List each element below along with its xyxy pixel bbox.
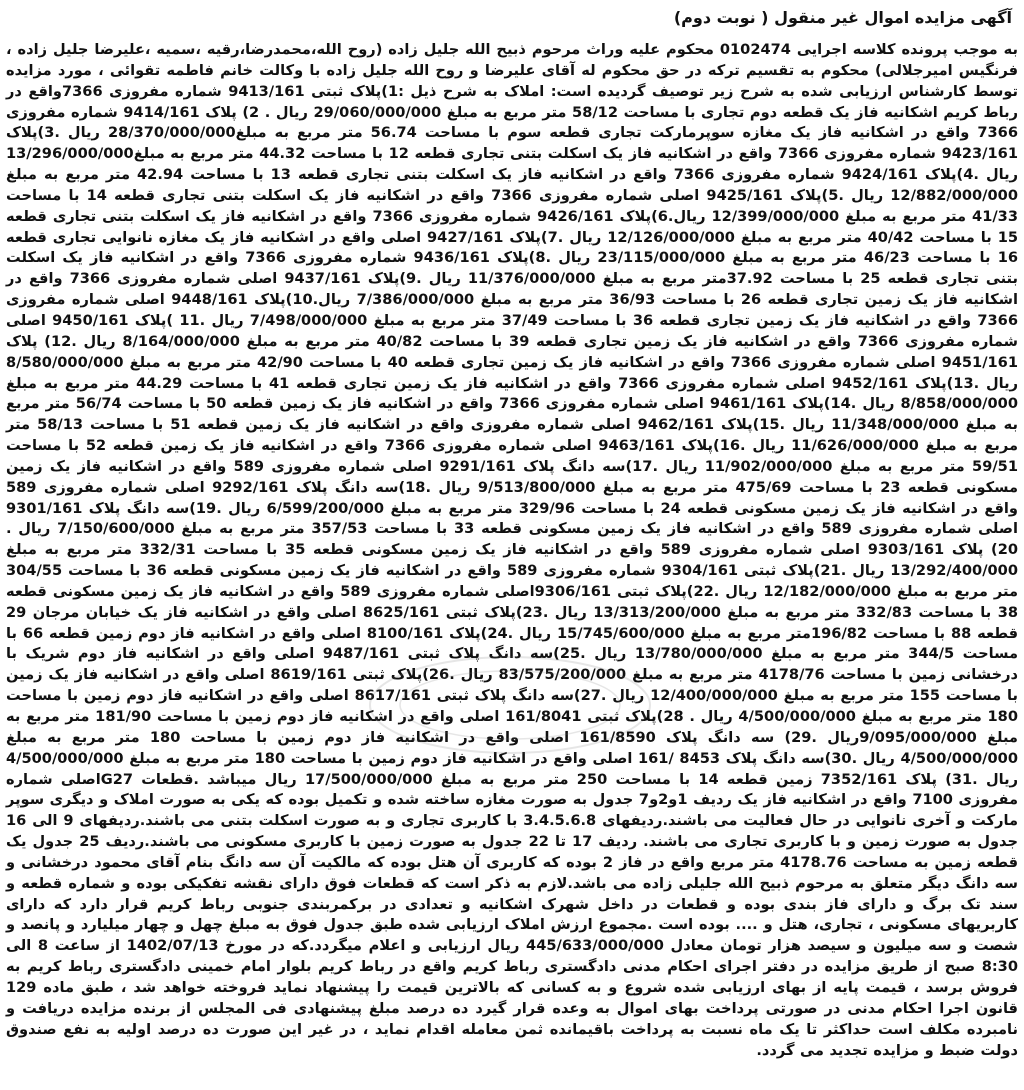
- notice-title: آگهی مزایده اموال غیر منقول ( نوبت دوم): [673, 8, 1012, 27]
- notice-body: به موجب پرونده کلاسه اجرایی 0102474 محکوم علیه وراث مرحوم ذبیح الله جلیل زاده (روح الله،محمدرضا،رقیه ،سمیه ،علیرضا جلیل زاده ، فرنگیس امیرجلالی) محکوم به تقسیم ترکه در حق محکوم له آقای علیرضا و روح الله جلیل زاده با وکالت خانم فاطمه تقوائی ، مورد مزایده توسط کارشناس ارزیابی شده به شرح زیر توصیف گردیده است: املاک به شرح ذیل :1)پلاک ثبتی 9413/161 شماره مفروزی 7366واقع در رباط کریم اشکانیه فاز یک قطعه دوم تجاری با مساحت 58/12 متر مربع به مبلغ 29/060/000/000 ریال . 2) پلاک 9414/161 شماره مفروزی 7366 واقع در اشکانیه فاز یک مغازه سوپرمارکت تجاری قطعه سوم با مساحت 56.74 متر مربع به مبلغ28/370/000/000 ریال .3)پلاک 9423/161 شماره مفروزی 7366 واقع در اشکانیه فاز یک اسکلت بتنی تجاری قطعه 12 با مساحت 44.32 متر مربع به مبلغ13/296/000/000 ریال .4)پلاک 9424/161 شماره مفروزی 7366 واقع در اشکانیه فاز یک اسکلت بتنی تجاری قطعه 13 با مساحت 42.94 متر مربع به مبلغ 12/882/000/000 ریال .5)پلاک 9425/161 اصلی شماره مفروزی 7366 واقع در اشکانیه فاز یک اسکلت بتنی تجاری قطعه 14 با مساحت 41/33 متر مربع به مبلغ 12/399/000/000 ریال.6)پلاک 9426/161 شماره مفروزی 7366 واقع در اشکانیه فاز یک اسکلت بتنی تجاری قطعه 15 با مساحت 40/42 متر مربع به مبلغ 12/126/000/000 ریال .7)پلاک 9427/161 اصلی واقع در اشکانیه فاز یک مغازه نانوایی تجاری قطعه 16 با مساحت 46/23 متر مربع به مبلغ 23/115/000/000 ریال .8)پلاک 9436/161 شماره مفروزی 7366 واقع در اشکانیه فاز یک اسکلت بتنی تجاری قطعه 25 با مساحت 37.92متر مربع به مبلغ 11/376/000/000 ریال .9)پلاک 9437/161 اصلی شماره مفروزی 7366 واقع در اشکانیه فاز یک زمین تجاری قطعه 26 با مساحت 36/93 متر مربع به مبلغ 7/386/000/000 ریال.10)پلاک 9448/161 اصلی شماره مفروزی 7366 واقع در اشکانیه فاز یک زمین تجاری قطعه 36 با مساحت 37/49 متر مربع به مبلغ 7/498/000/000 ریال .11 )پلاک 9450/161 اصلی شماره مفروزی 7366 واقع در اشکانیه فاز یک زمین تجاری قطعه 39 با مساحت 40/82 متر مربع به مبلغ 8/164/000/000 ریال .12) پلاک 9451/161 اصلی شماره مفروزی 7366 واقع در اشکانیه فاز یک زمین تجاری قطعه 40 با مساحت 42/90 متر مربع به مبلغ 8/580/000/000 ریال .13)پلاک 9452/161 اصلی شماره مفروزی 7366 واقع در اشکانیه فاز یک زمین تجاری قطعه 41 با مساحت 44.29 متر مربع به مبلغ 8/858/000/000 ریال .14)پلاک 9461/161 اصلی شماره مفروزی 7366 واقع در اشکانیه فاز یک زمین قطعه 50 با مساحت 56/74 متر مربع به مبلغ 11/348/000/000 ریال .15)پلاک 9462/161 اصلی شماره مفروزی واقع در اشکانیه فاز یک زمین قطعه 51 با مساحت 58/13 متر مربع به مبلغ 11/626/000/000 ریال .16)پلاک 9463/161 اصلی شماره مفروزی 7366 واقع در اشکانیه فاز یک زمین قطعه 52 با مساحت 59/51 متر مربع به مبلغ 11/902/000/000 ریال .17)سه دانگ پلاک 9291/161 اصلی شماره مفروزی 589 واقع در اشکانیه فاز یک زمین مسکونی قطعه 23 با مساحت 475/69 متر مربع به مبلغ 9/513/800/000 ریال .18)سه دانگ پلاک 9292/161 اصلی شماره مفروزی 589 واقع در اشکانیه فاز یک زمین مسکونی قطعه 24 با مساحت 329/96 متر مربع به مبلغ 6/599/200/000 ریال .19)سه دانگ پلاک 9301/161 اصلی شماره مفروزی 589 واقع در اشکانیه فاز یک زمین مسکونی قطعه 33 با مساحت 357/53 متر مربع به مبلغ 7/150/600/000 ریال . 20) پلاک 9303/161 اصلی شماره مفروزی 589 واقع در اشکانیه فاز یک زمین مسکونی قطعه 35 با مساحت 332/31 متر مربع به مبلغ 13/292/400/000 ریال .21)پلاک ثبتی 9304/161 شماره مفروزی 589 واقع در اشکانیه فاز یک زمین مسکونی قطعه 36 با مساحت 304/55 متر مربع به مبلغ 12/182/000/000 ریال .22)پلاک ثبتی 9306/161اصلی شماره مفروزی 589 واقع در اشکانیه فاز یک زمین مسکونی قطعه 38 با مساحت 332/83 متر مربع به مبلغ 13/313/200/000 ریال .23)پلاک ثبتی 8625/161 اصلی واقع در اشکانیه فاز یک خیابان مرجان 29 قطعه 88 با مساحت 196/82متر مربع به مبلغ 15/745/600/000 ریال .24)پلاک 8100/161 اصلی واقع در اشکانیه فاز دوم زمین قطعه 66 با مساحت 344/5 متر مربع به مبلغ 13/780/000/000 ریال .25)سه دانگ پلاک ثبتی 9487/161 اصلی واقع در اشکانیه فاز دوم شریک با درخشانی زمین با مساحت 4178/76 متر مربع به مبلغ 83/575/200/000 ریال .26)پلاک ثبتی 8619/161 اصلی واقع در اشکانیه فاز یک زمین با مساحت 155 متر مربع به مبلغ 12/400/000/000 ریال .27)سه دانگ پلاک ثبتی 8617/161 اصلی واقع در اشکانیه فاز دوم زمین با مساحت 180 متر مربع به مبلغ 4/500/000/000 ریال . 28)پلاک ثبتی 161/8041 اصلی واقع در اشکانیه فاز دوم زمین با مساحت 181/90 متر مربع به مبلغ 9/095/000/000ریال .29) سه دانگ پلاک 161/8590 اصلی واقع در اشکانیه فاز دوم زمین با مساحت 180 متر مربع به مبلغ 4/500/000/000 ریال .30)سه دانگ پلاک 8453 /161 اصلی واقع در اشکانیه فاز دوم زمین با مساحت 180 متر مربع به مبلغ 4/500/000/000 ریال .31) پلاک 7352/161 زمین قطعه 14 با مساحت 250 متر مربع به مبلغ 17/500/000/000 ریال میباشد .قطعات G27اصلی شماره مفروزی 7100 واقع در اشکانیه فاز یک ردیف 1و2و7 جدول به صورت مغازه ساخته شده و تکمیل بوده که یکی به صورت املاک و دیگری سوپر مارکت و آخری نانوایی در حال فعالیت می باشند.ردیفهای 3.4.5.6.8 با کاربری تجاری و به صورت اسکلت بتنی می باشند.ردیفهای 9 الی 16 جدول به صورت زمین و با کاربری تجاری می باشند. ردیف 17 تا 22 جدول به صورت زمین با کاربری مسکونی می باشند.ردیف 25 جدول یک قطعه زمین به مساحت 4178.76 متر مربع واقع در فاز 2 بوده که کاربری آن هتل بوده که مالکیت آن سه دانگ بنام آقای محمود درخشانی و سه دانگ دیگر متعلق به مرحوم ذبیح الله جلیلی زاده می باشد.لازم به ذکر است که قطعات فوق دارای نقشه تفکیکی بوده و شماره قطعه و سند تک برگ و دارای فاز بندی بوده و قطعات در داخل شهرک اشکانیه و تعدادی در برکمربندی جنوبی رباط کریم قرار دارد که دارای کاربریهای مسکونی ، تجاری، هتل و .... بوده است .مجموع ارزش املاک ارزیابی شده طبق جدول فوق به مبلغ چهل و چهار میلیارد و پانصد و شصت و سه میلیون و سیصد هزار تومان معادل 445/633/000/000 ریال ارزیابی و اعلام میگردد.که در مورخ 1402/07/13 از ساعت 8 الی 8:30 صبح از طریق مزایده در دفتر اجرای احکام مدنی دادگستری رباط کریم واقع در رباط کریم بلوار امام خمینی دادگستری رباط کریم به فروش برسد ، قیمت پایه از بهای ارزیابی شده شروع و به کسانی که بالاترین قیمت را پیشنهاد نماید فروخته خواهد شد ، طبق ماده 129 قانون اجرا احکام مدنی در صورتی پرداخت بهای اموال به وعده قرار گیرد ده درصد مبلغ پیشنهادی فی المجلس از برنده مزایده دریافت و نامبرده مکلف است حداکثر تا یک ماه نسبت به پرداخت باقیمانده ثمن معامله اقدام نماید ، در غیر این صورت ده درصد اولیه به نفع صندوق دولت ضبط و مزایده تجدید می گردد.: [6, 41, 1019, 1059]
